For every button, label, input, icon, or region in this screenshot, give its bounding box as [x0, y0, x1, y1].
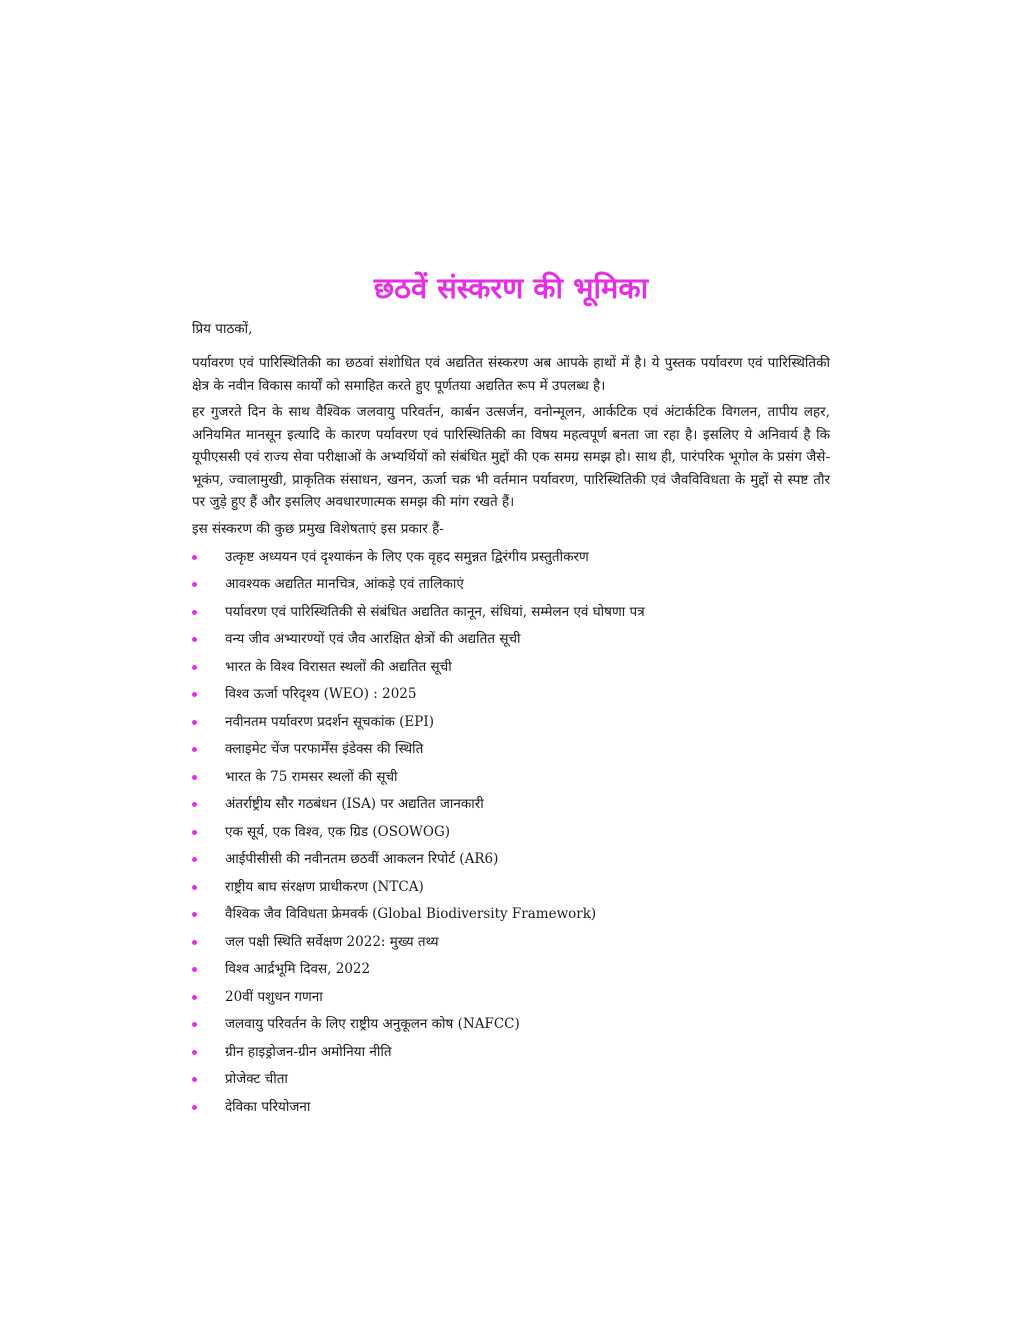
list-item-text: विश्व ऊर्जा परिदृश्य (WEO) : 2025 — [225, 686, 417, 702]
list-item-text: 20वीं पशुधन गणना — [225, 988, 323, 1005]
list-item — [192, 654, 830, 682]
paragraph-edition-intro: पर्यावरण एवं पारिस्थितिकी का छठवां संशोधित एवं अद्यतित संस्करण अब आपके हाथों में है। ये पुस्तक पर्यावरण एवं पारिस्थितिकी क्षेत्र के नवीन विकास कार्यों को समाहित करते हुए पूर्णतया अद्यतित रूप में उपलब्ध है। — [192, 355, 830, 394]
bullet-icon — [192, 610, 197, 615]
bullet-icon — [192, 692, 197, 697]
list-item-text: देविका परियोजना — [225, 1098, 311, 1115]
list-item-text: विश्व आर्द्रभूमि दिवस, 2022 — [225, 961, 371, 977]
list-item — [192, 544, 830, 572]
list-item-text: राष्ट्रीय बाघ संरक्षण प्राधीकरण (NTCA) — [225, 878, 424, 895]
list-item — [192, 901, 830, 929]
list-item-text: भारत के विश्व विरासत स्थलों की अद्यतित सूची — [225, 658, 452, 675]
list-item-text: वन्य जीव अभ्यारण्यों एवं जैव आरक्षित क्षेत्रों की अद्यतित सूची — [225, 631, 521, 647]
bullet-icon — [192, 1105, 197, 1110]
list-item — [192, 929, 830, 957]
list-item-text: अंतर्राष्ट्रीय सौर गठबंधन (ISA) पर अद्यतित जानकारी — [225, 796, 484, 812]
list-item-text: वैश्विक जैव विविधता फ्रेमवर्क (Global Biodiversity Framework) — [225, 906, 597, 922]
list-item-text: उत्कृष्ट अध्ययन एवं दृश्याकंन के लिए एक वृहद समुन्नत द्विरंगीय प्रस्तुतीकरण — [225, 548, 589, 565]
bullet-icon — [192, 637, 197, 642]
features-intro: इस संस्करण की कुछ प्रमुख विशेषताएं इस प्रकार हैं- — [192, 520, 444, 537]
salutation: प्रिय पाठकों, — [192, 321, 253, 337]
list-item — [192, 874, 830, 902]
list-item — [192, 1011, 830, 1039]
bullet-icon — [192, 747, 197, 752]
bullet-icon — [192, 1077, 197, 1082]
bullet-icon — [192, 830, 197, 835]
page-title: छठवें संस्करण की भूमिका — [373, 271, 649, 305]
list-item-text: प्रोजेक्ट चीता — [225, 1071, 288, 1087]
list-item — [192, 736, 830, 764]
preface-page — [192, 268, 830, 1121]
bullet-icon — [192, 775, 197, 780]
bullet-icon — [192, 1050, 197, 1055]
list-item — [192, 571, 830, 599]
list-item-text: पर्यावरण एवं पारिस्थितिकी से संबंधित अद्यतित कानून, संधियां, सम्मेलन एवं घोषणा पत्र — [225, 603, 645, 620]
bullet-icon — [192, 802, 197, 807]
bullet-icon — [192, 940, 197, 945]
list-item — [192, 626, 830, 654]
list-item — [192, 846, 830, 874]
list-item-text: एक सूर्य, एक विश्व, एक ग्रिड (OSOWOG) — [225, 823, 451, 840]
list-item — [192, 599, 830, 627]
list-item — [192, 984, 830, 1012]
list-item — [192, 819, 830, 847]
list-item — [192, 1039, 830, 1067]
list-item-text: क्लाइमेट चेंज परफार्मेंस इंडेक्स की स्थिति — [225, 741, 424, 757]
list-item — [192, 764, 830, 792]
bullet-icon — [192, 665, 197, 670]
bullet-icon — [192, 555, 197, 560]
list-item-text: जलवायु परिवर्तन के लिए राष्ट्रीय अनुकूलन कोष (NAFCC) — [225, 1016, 520, 1032]
list-item-text: आवश्यक अद्यतित मानचित्र, आंकड़े एवं तालिकाएं — [225, 576, 464, 592]
bullet-icon — [192, 995, 197, 1000]
list-item-text: भारत के 75 रामसर स्थलों की सूची — [225, 768, 398, 785]
features-list — [192, 544, 830, 1122]
list-item-text: जल पक्षी स्थिति सर्वेक्षण 2022: मुख्य तथ्य — [225, 933, 439, 950]
list-item — [192, 956, 830, 984]
bullet-icon — [192, 1022, 197, 1027]
bullet-icon — [192, 857, 197, 862]
list-item-text: नवीनतम पर्यावरण प्रदर्शन सूचकांक (EPI) — [225, 713, 434, 730]
bullet-icon — [192, 885, 197, 890]
list-item-text: ग्रीन हाइड्रोजन-ग्रीन अमोनिया नीति — [225, 1043, 392, 1060]
bullet-icon — [192, 720, 197, 725]
list-item — [192, 1066, 830, 1094]
list-item — [192, 709, 830, 737]
list-item — [192, 791, 830, 819]
list-item — [192, 681, 830, 709]
bullet-icon — [192, 967, 197, 972]
paragraph-relevance: हर गुजरते दिन के साथ वैश्विक जलवायु परिवर्तन, कार्बन उत्सर्जन, वनोन्मूलन, आर्कटिक एवं अंटार्कटिक विगलन, तापीय लहर, अनियमित मानसून इत्यादि के कारण पर्यावरण एवं पारिस्थितिकी का विषय महत्वपूर्ण बनता जा रहा है। इसलिए ये अनिवार्य है कि यूपीएससी एवं राज्य सेवा परीक्षाओं के अभ्यर्थियों को संबंधित मुद्दों की एक समग्र समझ हो। साथ ही, पारंपरिक भूगोल के प्रसंग जैसे- भूकंप, ज्वालामुखी, प्राकृतिक संसाधन, खनन, ऊर्जा चक्र भी वर्तमान पर्यावरण, पारिस्थितिकी एवं जैवविविधता के मुद्दों से स्पष्ट तौर पर जुड़े हुए हैं और इसलिए अवधारणात्मक समझ की मांग रखते हैं। — [192, 404, 830, 510]
bullet-icon — [192, 912, 197, 917]
list-item-text: आईपीसीसी की नवीनतम छठवीं आकलन रिपोर्ट (AR6) — [225, 851, 499, 867]
list-item — [192, 1094, 830, 1122]
bullet-icon — [192, 582, 197, 587]
